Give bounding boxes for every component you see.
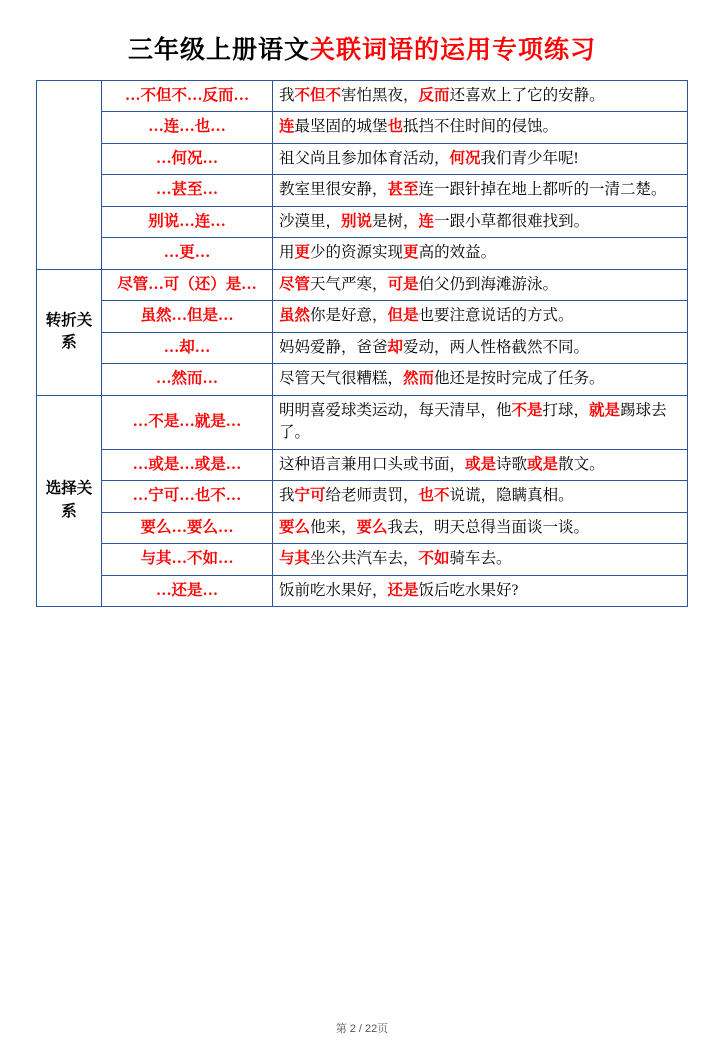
page-title-prefix: 三年级上册语文: [127, 37, 310, 64]
category-cell: [37, 81, 102, 270]
connective-cell: …还是…: [102, 575, 273, 606]
connective-cell: …或是…或是…: [102, 449, 273, 480]
example-cell: 教室里很安静，甚至连一跟针掉在地上都听的一清二楚。: [273, 175, 688, 206]
example-cell: 祖父尚且参加体育活动，何况我们青少年呢!: [273, 143, 688, 174]
table-row: [37, 112, 688, 143]
connective-cell: 尽管…可（还）是…: [102, 269, 273, 300]
connective-cell: …不但不…反而…: [102, 81, 273, 112]
table-row: [37, 364, 688, 395]
table-row: [37, 175, 688, 206]
example-cell: 与其坐公共汽车去，不如骑车去。: [273, 544, 688, 575]
table-row: [37, 544, 688, 575]
connective-cell: 要么…要么…: [102, 512, 273, 543]
example-cell: 明明喜爱球类运动，每天清早，他不是打球，就是踢球去了。: [273, 395, 688, 449]
example-cell: 沙漠里，别说是树，连一跟小草都很难找到。: [273, 206, 688, 237]
table-row: [37, 512, 688, 543]
table-row: [37, 575, 688, 606]
connective-cell: …连…也…: [102, 112, 273, 143]
example-cell: 尽管天气很糟糕，然而他还是按时完成了任务。: [273, 364, 688, 395]
page-title-suffix: 关联词语的运用专项练习: [310, 37, 597, 64]
connective-cell: 虽然…但是…: [102, 301, 273, 332]
table-row: [37, 81, 688, 112]
table-row: [37, 238, 688, 269]
table-row: [37, 206, 688, 237]
example-cell: 妈妈爱静，爸爸却爱动，两人性格截然不同。: [273, 332, 688, 363]
table-row: [37, 449, 688, 480]
connective-cell: 别说…连…: [102, 206, 273, 237]
table-row: [37, 269, 688, 300]
example-cell: 尽管天气严寒，可是伯父仍到海滩游泳。: [273, 269, 688, 300]
connectives-table: [36, 80, 688, 607]
connective-cell: …宁可…也不…: [102, 481, 273, 512]
worksheet-page: [0, 30, 724, 1054]
connective-cell: …甚至…: [102, 175, 273, 206]
connective-cell: …何况…: [102, 143, 273, 174]
category-cell: 选择关系: [37, 395, 102, 606]
connective-cell: …却…: [102, 332, 273, 363]
page-title: [0, 30, 724, 66]
connective-cell: …不是…就是…: [102, 395, 273, 449]
example-cell: 虽然你是好意，但是也要注意说话的方式。: [273, 301, 688, 332]
example-cell: 我不但不害怕黑夜，反而还喜欢上了它的安静。: [273, 81, 688, 112]
example-cell: 连最坚固的城堡也抵挡不住时间的侵蚀。: [273, 112, 688, 143]
table-row: [37, 332, 688, 363]
example-cell: 用更少的资源实现更高的效益。: [273, 238, 688, 269]
connective-cell: …然而…: [102, 364, 273, 395]
connective-cell: …更…: [102, 238, 273, 269]
table-row: [37, 395, 688, 449]
page-footer: 第 2 / 22页: [335, 1023, 389, 1035]
example-cell: 我宁可给老师责罚，也不说谎，隐瞒真相。: [273, 481, 688, 512]
table-row: [37, 481, 688, 512]
example-cell: 饭前吃水果好，还是饭后吃水果好?: [273, 575, 688, 606]
connective-cell: 与其…不如…: [102, 544, 273, 575]
table-row: [37, 301, 688, 332]
example-cell: 这种语言兼用口头或书面，或是诗歌或是散文。: [273, 449, 688, 480]
example-cell: 要么他来，要么我去，明天总得当面谈一谈。: [273, 512, 688, 543]
table-row: [37, 143, 688, 174]
category-cell: 转折关系: [37, 269, 102, 395]
